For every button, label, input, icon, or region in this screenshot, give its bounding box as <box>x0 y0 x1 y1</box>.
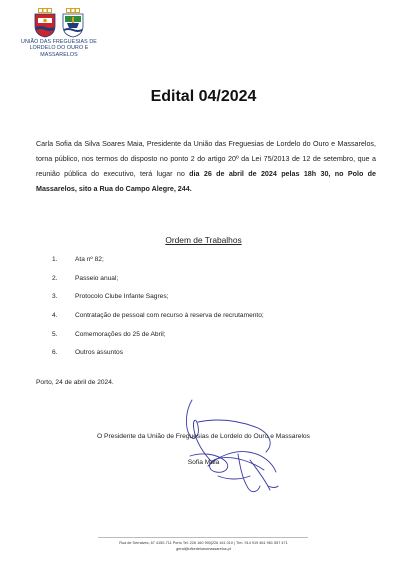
agenda-item-number: 5. <box>52 330 58 338</box>
agenda-item-text: Passeio anual; <box>75 274 119 282</box>
massarelos-coat-of-arms-icon <box>61 8 85 38</box>
agenda-item <box>52 269 264 288</box>
agenda-list <box>52 250 264 362</box>
handwritten-signature <box>178 396 288 506</box>
agenda-item-number: 4. <box>52 311 58 319</box>
agenda-item <box>52 325 264 344</box>
agenda-item <box>52 343 264 362</box>
agenda-item-text: Protocolo Clube Infante Sagres; <box>75 293 169 301</box>
agenda-item-text: Ata nº 82; <box>75 255 104 263</box>
agenda-item-number: 1. <box>52 255 58 263</box>
agenda-item-number: 2. <box>52 274 58 282</box>
signatory-name: Sofia Maia <box>187 459 220 466</box>
agenda-item-text: Contratação de pessoal com recurso à reserva de recrutamento; <box>75 311 264 319</box>
document-title: Edital 04/2024 <box>150 88 257 105</box>
footer-divider <box>98 537 308 538</box>
announcement-body-highlight: dia 26 de abril de 2024 pelas 18h 30, no Polo de Massarelos, sito a Rua do Campo Alegre, 244. <box>36 170 376 193</box>
header-logo <box>14 8 104 66</box>
agenda-item-number: 3. <box>52 293 58 301</box>
organization-name <box>14 39 104 58</box>
agenda-item-text: Outros assuntos <box>75 349 124 357</box>
announcement-body-text: Carla Sofia da Silva Soares Maia, Presidente da União das Freguesias de Lordelo do Ouro e Massarelos, torna público, nos termos do disposto no ponto 2 do artigo 20º da Lei 75/2013 de 12 de setembro, que a reunião pública do executivo, terá lugar no <box>36 140 376 178</box>
agenda-title: Ordem de Trabalhos <box>165 235 242 245</box>
org-name-line-1: UNIÃO DAS FREGUESIAS DE <box>21 39 97 45</box>
coats-of-arms <box>14 8 104 38</box>
footer-email: geral@uflordeloeomassarelos.pt <box>176 547 231 551</box>
lordelo-coat-of-arms-icon <box>33 8 57 38</box>
agenda-item <box>52 306 264 325</box>
agenda-item-number: 6. <box>52 349 58 357</box>
org-name-line-2: LORDELO DO OURO E MASSARELOS <box>29 45 89 58</box>
agenda-item <box>52 250 264 269</box>
signature-strokes <box>186 400 278 492</box>
agenda-item <box>52 287 264 306</box>
place-date: Porto, 24 de abril de 2024. <box>36 379 114 386</box>
signatory-role: O Presidente da União de Freguesias de Lordelo do Ouro e Massarelos <box>96 433 310 440</box>
footer-address: Rua de Serralves, 67 4150-711 Porto Tel. 226 160 900|226 161 010 | Tlm. 914 919 461 961 557 471 <box>119 541 288 545</box>
agenda-item-text: Comemorações do 25 de Abril; <box>75 330 166 338</box>
announcement-body <box>36 137 376 197</box>
footer-contacts <box>0 540 407 552</box>
